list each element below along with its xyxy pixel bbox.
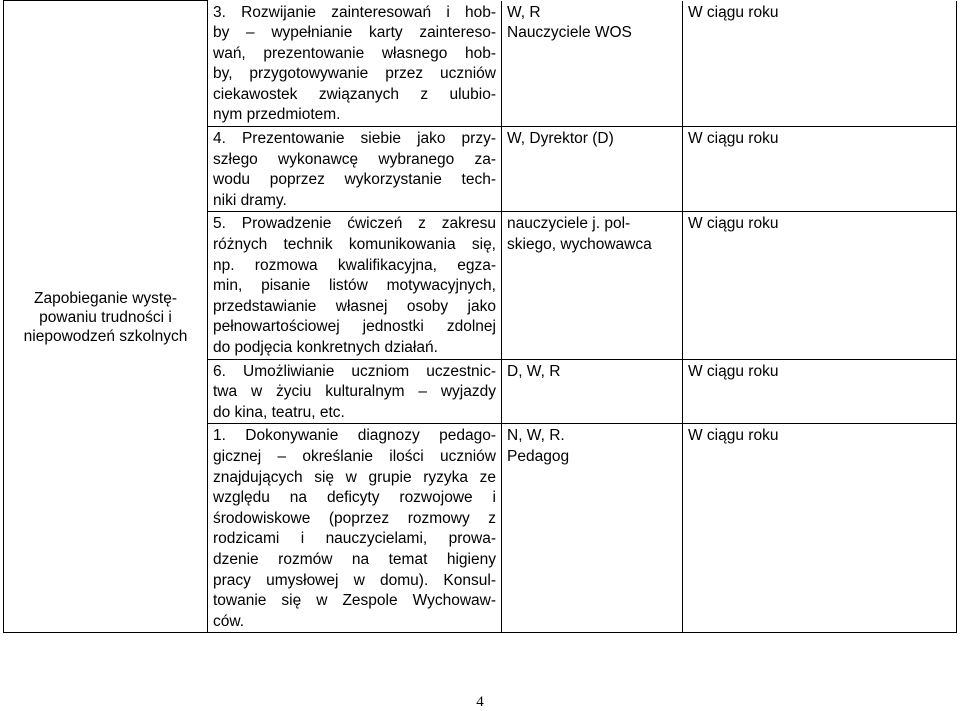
task-cell	[208, 424, 502, 633]
task-line: środowiskowe (poprzez rozmowy z	[213, 509, 496, 527]
responsible-line: Nauczyciele WOS	[507, 24, 632, 42]
task-line: wodu poprzez wykorzystanie tech-	[213, 171, 496, 189]
term-text: W ciągu roku	[688, 427, 779, 445]
term-cell	[683, 424, 957, 633]
task-line: 6. Umożliwianie uczniom uczestnic-	[213, 362, 496, 380]
task-line: rodzicami i nauczycielami, prowa-	[213, 530, 496, 548]
task-line: nym przedmiotem.	[213, 106, 341, 124]
area-line: Zapobieganie wystę-	[33, 290, 178, 308]
task-line: 3. Rozwijanie zainteresowań i hob-	[213, 3, 496, 21]
responsible-line: skiego, wychowawca	[507, 236, 652, 254]
task-line: szłego wykonawcę wybranego za-	[213, 150, 496, 168]
task-line: 4. Prezentowanie siebie jako przy-	[213, 130, 496, 148]
task-cell	[208, 212, 502, 359]
responsible-cell	[502, 424, 683, 633]
page-number: 4	[476, 694, 484, 710]
task-line: do podjęcia konkretnych działań.	[213, 339, 438, 356]
task-line: różnych technik komunikowania się,	[213, 236, 496, 254]
task-line: do kina, teatru, etc.	[213, 403, 345, 421]
term-cell	[683, 212, 957, 359]
task-line: min, pisanie listów motywacyjnych,	[213, 277, 496, 295]
task-line: pełnowartościowej jednostki zdolnej	[213, 318, 496, 336]
term-text: W ciągu roku	[688, 130, 779, 148]
task-line: 5. Prowadzenie ćwiczeń z zakresu	[213, 215, 496, 233]
task-cell	[208, 1, 502, 127]
term-text: W ciągu roku	[688, 3, 779, 21]
term-text: W ciągu roku	[688, 215, 779, 233]
plan-table	[3, 0, 957, 633]
task-line: przedstawianie własnej osoby jako	[213, 297, 496, 315]
task-line: znajdujących się w grupie ryzyka ze	[213, 468, 496, 486]
task-line: np. rozmowa kwalifikacyjna, egza-	[213, 256, 496, 274]
task-line: względu na deficyty rozwojowe i	[213, 489, 496, 507]
task-line: niki dramy.	[213, 191, 287, 209]
term-cell	[683, 1, 957, 127]
task-line: ciekawostek związanych z ulubio-	[213, 85, 496, 103]
task-cell	[208, 127, 502, 212]
responsible-line: N, W, R.	[507, 427, 565, 445]
responsible-cell	[502, 359, 683, 424]
term-text: W ciągu roku	[688, 362, 779, 380]
responsible-line: W, R	[507, 3, 541, 21]
responsible-line: D, W, R	[507, 362, 561, 380]
area-line: powaniu trudności i	[39, 309, 172, 327]
term-cell	[683, 359, 957, 424]
responsible-cell	[502, 1, 683, 127]
responsible-line: W, Dyrektor (D)	[507, 130, 614, 148]
responsible-cell	[502, 212, 683, 359]
task-line: 1. Dokonywanie diagnozy pedago-	[213, 427, 496, 445]
task-line: gicznej – określanie ilości uczniów	[213, 447, 496, 465]
task-line: by, przygotowywanie przez uczniów	[213, 65, 496, 83]
task-line: pracy umysłowej w domu). Konsul-	[213, 571, 496, 589]
task-line: ców.	[213, 612, 245, 630]
table-row	[4, 1, 957, 127]
area-cell	[4, 1, 208, 633]
task-line: twa w życiu kulturalnym – wyjazdy	[213, 383, 496, 401]
responsible-cell	[502, 127, 683, 212]
task-cell	[208, 359, 502, 424]
task-line: towanie się w Zespole Wychowaw-	[213, 592, 496, 610]
task-line: wań, prezentowanie własnego hob-	[213, 44, 496, 62]
responsible-line: Pedagog	[507, 447, 570, 465]
term-cell	[683, 127, 957, 212]
area-line: niepowodzeń szkolnych	[23, 328, 188, 346]
responsible-line: nauczyciele j. pol-	[507, 215, 631, 233]
task-line: dzenie rozmów na temat higieny	[213, 550, 496, 568]
task-line: by – wypełnianie karty zaintereso-	[213, 24, 496, 42]
